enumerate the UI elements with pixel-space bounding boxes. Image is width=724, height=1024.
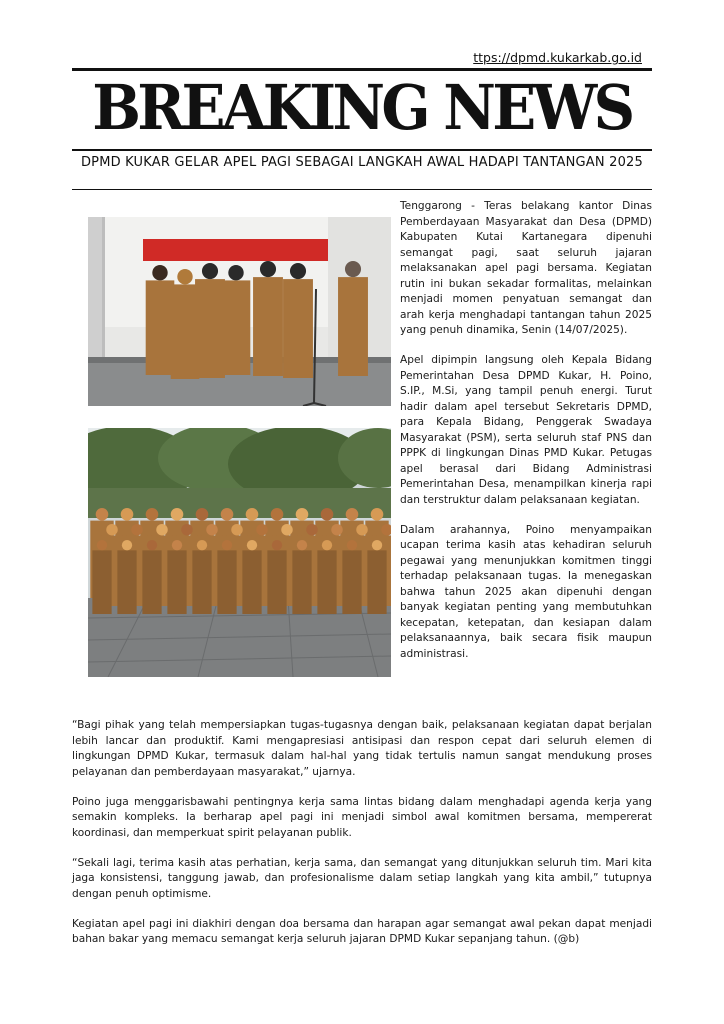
source-url-link[interactable]: ttps://dpmd.kukarkab.go.id (473, 50, 642, 65)
paragraph: Kegiatan apel pagi ini diakhiri dengan doa bersama dan harapan agar semangat awal pekan dapat menjadi bahan bakar yang memacu semangat kerja seluruh jajaran DPMD Kukar sepanjang tahun. (@b) (72, 917, 652, 945)
paragraph: “Sekali lagi, terima kasih atas perhatian, kerja sama, dan semangat yang ditunjukkan seluruh tim. Mari kita jaga konsistensi, tanggung jawab, dan profesionalisme dalam setiap langkah yang kita ambil,” tutupnya dengan penuh optimisme. (72, 856, 652, 900)
paragraph: Poino juga menggarisbawahi pentingnya kerja sama lintas bidang dalam menghadapi agenda kerja yang semakin kompleks. Ia berharap apel pagi ini menjadi simbol awal komitmen bersama, mempererat koordinasi, dan memperkuat spirit pelayanan publik. (72, 795, 652, 839)
article-headline: DPMD KUKAR GELAR APEL PAGI SEBAGAI LANGKAH AWAL HADAPI TANTANGAN 2025 (80, 155, 644, 170)
masthead (72, 70, 652, 146)
paragraph: “Bagi pihak yang telah mempersiapkan tugas-tugasnya dengan baik, pelaksanaan kegiatan dapat berjalan lebih lancar dan produktif. Kami mengapresiasi antisipasi dan respon cepat dari seluruh elemen di lingkungan DPMD Kukar, termasuk dalam hal-hal yang tidak tertulis namun sangat mendukung proses pelayanan dan pemberdayaan masyarakat,” ujarnya. (72, 719, 652, 778)
paragraph: Apel dipimpin langsung oleh Kepala Bidang Pemerintahan Desa DPMD Kukar, H. Poino, S.IP., M.Si, yang tampil penuh energi. Turut hadir dalam apel tersebut Sekretaris DPMD, para Kepala Bidang, Penggerak Swadaya Masyarakat (PSM), serta seluruh staf PNS dan PPPK di lingkungan Dinas PMD Kukar. Petugas apel berasal dari Bidang Administrasi Pemerintahan Desa, menampilkan kinerja rapi dan terstruktur dalam pelaksanaan kegiatan. (400, 354, 652, 506)
masthead-bottom-rule (72, 149, 652, 151)
photo-apel-officers (88, 217, 391, 406)
article-side-column (400, 199, 652, 677)
paragraph: Dalam arahannya, Poino menyampaikan ucapan terima kasih atas kehadiran seluruh pegawai yang menunjukkan komitmen tinggi terhadap pelaksanaan tugas. Ia menegaskan bahwa tahun 2025 akan dipenuhi dengan banyak kegiatan penting yang membutuhkan kecepatan, ketepatan, dan kesiapan dalam pelaksanaannya, baik secara fisik maupun administrasi. (400, 523, 652, 660)
headline-rule (72, 189, 652, 190)
photo-apel-participants (88, 428, 391, 677)
masthead-title: BREAKING NEWS (92, 71, 632, 144)
paragraph: Tenggarong - Teras belakang kantor Dinas Pemberdayaan Masyarakat dan Desa (DPMD) Kabupaten Kutai Kartanegara dipenuhi semangat pagi, saat seluruh jajaran melaksanakan apel pagi bersama. Kegiatan rutin ini bukan sekadar formalitas, melainkan menjadi momen penyatuan semangat dan arah kerja menghadapi tantangan tahun 2025 yang penuh dinamika, Senin (14/07/2025). (400, 200, 652, 336)
article-full-column (72, 718, 652, 962)
